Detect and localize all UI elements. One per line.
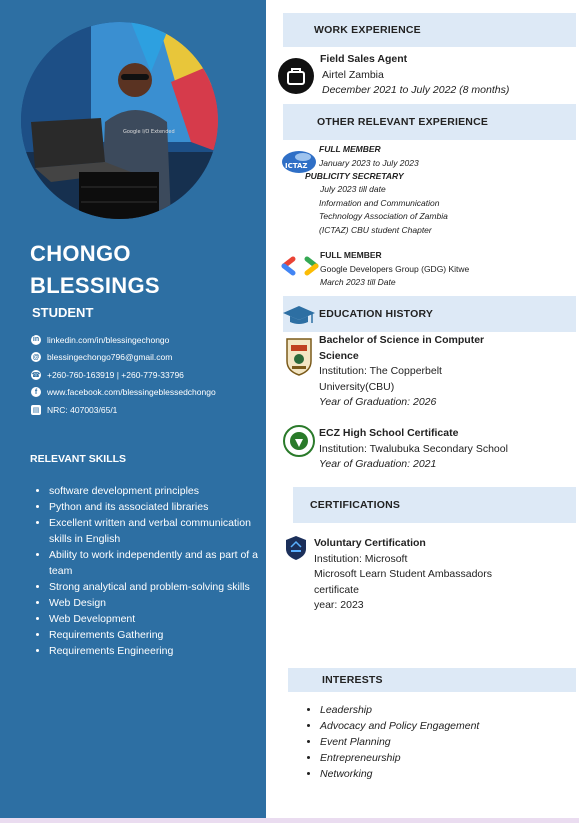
school-crest-icon: [283, 425, 315, 457]
gdg-logo-icon: [281, 256, 319, 276]
contact-facebook[interactable]: [31, 384, 216, 402]
ictaz-org-line: Information and Communication: [319, 197, 440, 208]
interests-heading: [288, 668, 576, 692]
degree-title: Science: [319, 349, 359, 362]
work-entry: [320, 52, 509, 99]
contact-text: NRC: 407003/65/1: [47, 404, 118, 415]
degree-title: Bachelor of Science in Computer: [319, 334, 485, 346]
section-title: OTHER RELEVANT EXPERIENCE: [317, 116, 489, 128]
candidate-name: [30, 238, 160, 302]
work-experience-heading: [283, 13, 576, 47]
contact-linkedin[interactable]: [31, 331, 216, 349]
education-heading: [283, 296, 576, 332]
certification-year: year: 2023: [314, 599, 364, 611]
degree-institution: University(CBU): [319, 380, 395, 393]
skill-item: • software development principles: [49, 483, 264, 499]
job-title: Field Sales Agent: [320, 53, 408, 65]
linkedin-icon: in: [32, 336, 40, 344]
skill-item: • Strong analytical and problem-solving skills: [49, 579, 264, 595]
cbu-crest-icon: [284, 337, 314, 377]
contact-text: www.facebook.com/blessingeblessedchongo: [47, 387, 216, 398]
ictaz-org-line: Technology Association of Zambia: [319, 211, 448, 221]
page-bottom-edge: [0, 818, 579, 823]
contact-text: linkedin.com/in/blessingechongo: [47, 334, 170, 345]
interest-item: • Leadership: [320, 702, 479, 718]
interest-item: • Entrepreneurship: [320, 750, 479, 766]
certification-name: Voluntary Certification: [314, 537, 426, 549]
gdg-org: Google Developers Group (GDG) Kitwe: [320, 263, 470, 274]
contact-text: +260-760-163919 | +260-779-33796: [47, 369, 184, 380]
skill-item: • Requirements Engineering: [49, 643, 264, 659]
section-title: INTERESTS: [322, 674, 383, 686]
interests-list: [309, 702, 479, 782]
shirt-text: Google I/O Extended: [123, 129, 175, 135]
interest-item: • Advocacy and Policy Engagement: [320, 718, 479, 734]
id-card-icon: ▤: [32, 406, 40, 414]
graduation-cap-icon: [282, 304, 316, 326]
certifications-heading: [293, 487, 576, 523]
skill-item: • Web Design: [49, 595, 264, 611]
skill-item: • Excellent written and verbal communication skills in English: [49, 515, 264, 547]
certification-entry: [314, 536, 492, 614]
school-year: Year of Graduation: 2021: [319, 458, 437, 470]
contact-list: [31, 331, 216, 419]
job-company: Airtel Zambia: [322, 68, 384, 81]
sidebar: [0, 0, 266, 818]
contact-email[interactable]: [31, 349, 216, 367]
briefcase-icon: [278, 58, 314, 94]
gdg-entry: [320, 249, 469, 290]
school-entry: [319, 426, 508, 473]
skills-list: [37, 483, 264, 659]
profile-photo: [21, 22, 218, 219]
degree-entry: [319, 333, 484, 411]
name-line-1: CHONGO: [30, 241, 131, 266]
contact-phone: [31, 366, 216, 384]
gdg-role: FULL MEMBER: [320, 250, 382, 260]
mlsa-badge-icon: [285, 535, 307, 561]
email-icon: @: [32, 353, 40, 361]
job-dates: December 2021 to July 2022 (8 months): [322, 84, 510, 96]
section-title: CERTIFICATIONS: [310, 499, 401, 511]
ictaz-details: [320, 183, 448, 237]
certification-desc: Microsoft Learn Student Ambassadors: [314, 568, 493, 580]
ictaz-role-1: FULL MEMBER: [319, 144, 381, 154]
name-line-2: BLESSINGS: [30, 273, 160, 298]
ictaz-entry-2: [305, 170, 404, 184]
degree-year: Year of Graduation: 2026: [319, 396, 437, 408]
ictaz-logo-text: ICTAZ: [285, 162, 308, 170]
gdg-dates: March 2023 till Date: [320, 277, 396, 287]
candidate-role: STUDENT: [32, 305, 94, 320]
skill-item: • Web Development: [49, 611, 264, 627]
skill-item: • Python and its associated libraries: [49, 499, 264, 515]
section-title: EDUCATION HISTORY: [319, 308, 434, 320]
certification-institution: Institution: Microsoft: [314, 552, 408, 565]
ictaz-dates-2: July 2023 till date: [320, 184, 386, 194]
contact-text: blessingechongo796@gmail.com: [47, 352, 173, 363]
certification-desc: certificate: [314, 583, 359, 596]
degree-institution: Institution: The Copperbelt: [319, 365, 442, 377]
phone-icon: ☎: [31, 371, 41, 379]
school-title: ECZ High School Certificate: [319, 427, 459, 439]
skill-item: • Requirements Gathering: [49, 627, 264, 643]
interest-item: • Networking: [320, 766, 479, 782]
skills-heading: RELEVANT SKILLS: [30, 453, 127, 465]
interest-item: • Event Planning: [320, 734, 479, 750]
facebook-icon: f: [31, 387, 41, 397]
ictaz-role-2: PUBLICITY SECRETARY: [305, 171, 404, 181]
skill-item: • Ability to work independently and as part of a team: [49, 547, 264, 579]
school-institution: Institution: Twalubuka Secondary School: [319, 442, 508, 455]
other-experience-heading: [283, 104, 576, 140]
ictaz-entry: [319, 143, 419, 170]
ictaz-dates-1: January 2023 to July 2023: [319, 157, 419, 168]
section-title: WORK EXPERIENCE: [314, 24, 421, 36]
contact-nrc: [31, 401, 216, 419]
ictaz-org-line: (ICTAZ) CBU student Chapter: [319, 224, 432, 235]
